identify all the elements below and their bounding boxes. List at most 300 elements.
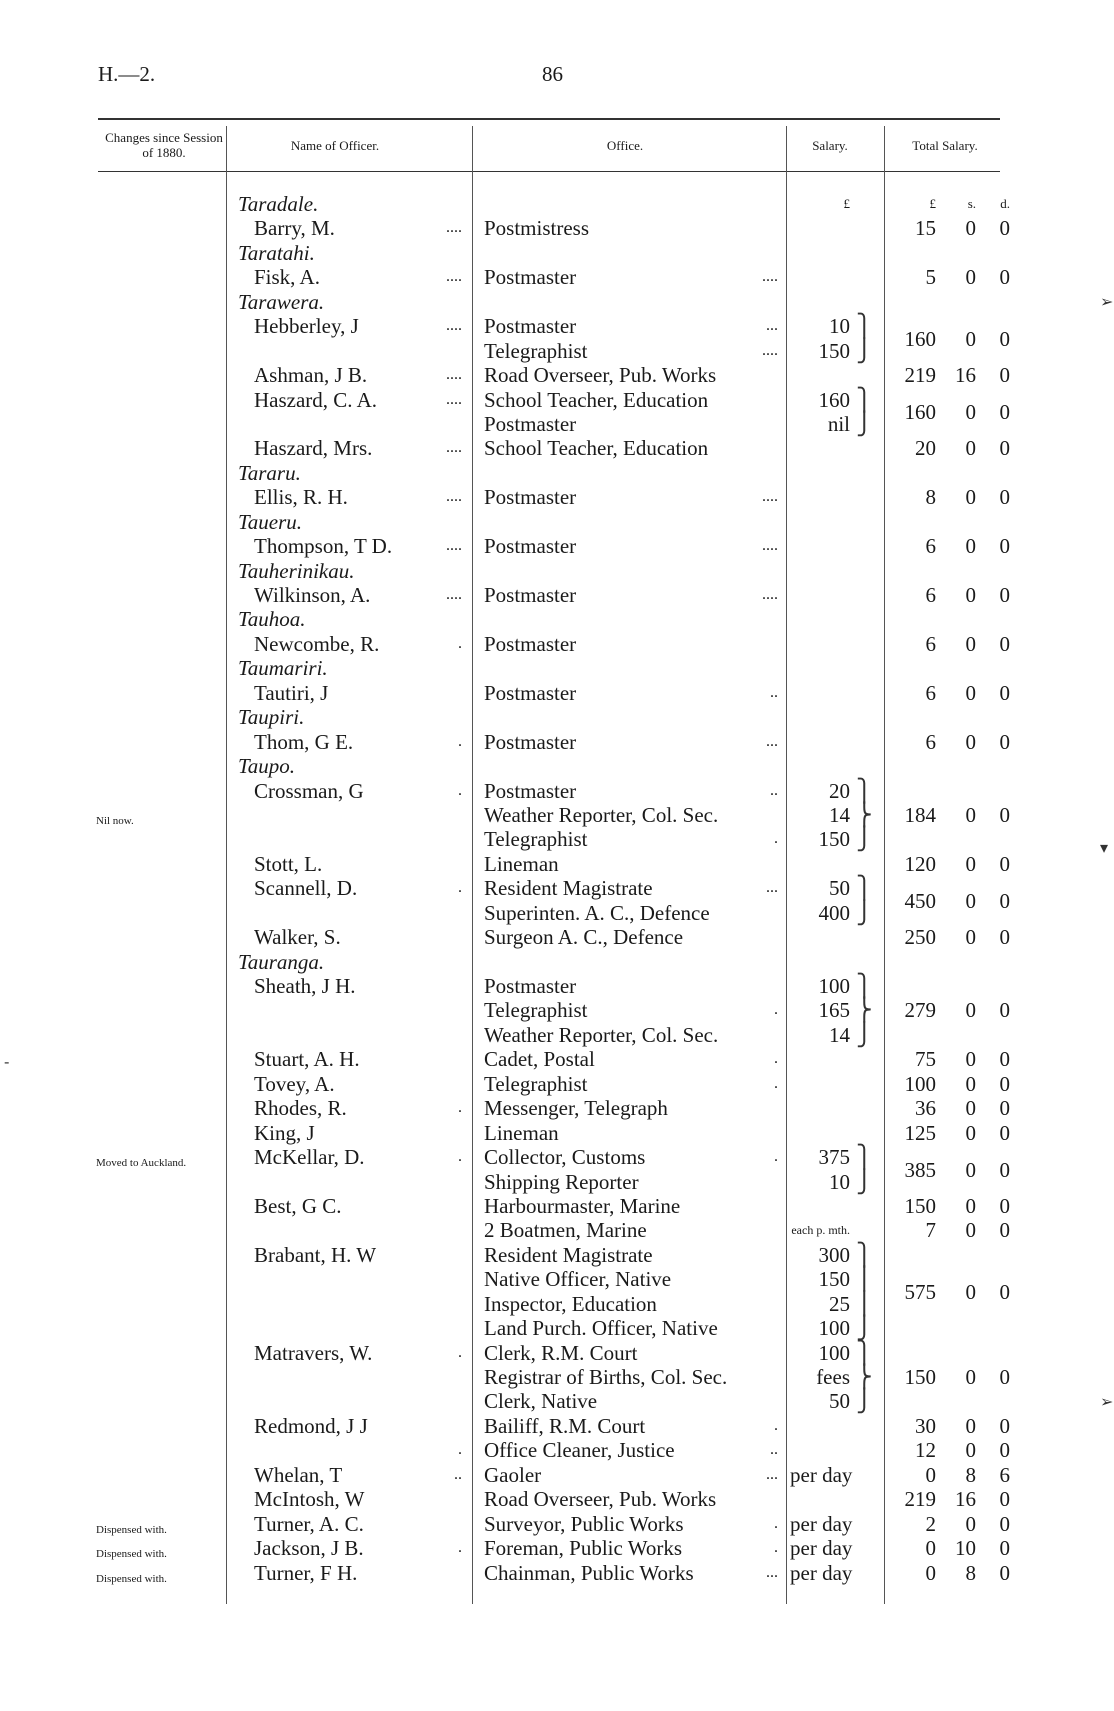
leader-dots: .... bbox=[762, 586, 778, 603]
total-pounds: 20 bbox=[915, 436, 936, 461]
table-row bbox=[0, 1072, 1114, 1096]
margin-mark: - bbox=[4, 1052, 10, 1071]
total-pence: 0 bbox=[999, 851, 1010, 876]
total-shillings: 0 bbox=[965, 436, 976, 461]
total-shillings: 0 bbox=[965, 802, 976, 827]
salary-value: nil bbox=[827, 411, 850, 436]
office-title: Surveyor, Public Works bbox=[484, 1511, 684, 1536]
leader-dots: . bbox=[774, 1539, 778, 1557]
pound-unit: £ bbox=[929, 196, 936, 211]
leader-dots: .... bbox=[446, 537, 462, 555]
leader-dots: .. bbox=[770, 683, 778, 701]
total-shillings: 0 bbox=[965, 1218, 976, 1243]
total-pounds: 0 bbox=[925, 1536, 936, 1561]
place-heading-row bbox=[0, 607, 1114, 631]
leader-dots: .... bbox=[446, 390, 462, 408]
officer-name: Matravers, W. bbox=[254, 1340, 373, 1365]
total-pounds: 125 bbox=[904, 1120, 936, 1145]
total-pounds: 219 bbox=[904, 1487, 936, 1512]
leader-dots: . bbox=[458, 1441, 462, 1459]
salary-value: per day bbox=[790, 1560, 853, 1585]
leader-dots: .... bbox=[762, 537, 778, 555]
officer-name: Scannell, D. bbox=[254, 876, 358, 901]
total-pounds: 30 bbox=[915, 1413, 936, 1438]
office-title: Foreman, Public Works bbox=[484, 1536, 682, 1561]
table-row bbox=[0, 998, 1114, 1022]
brace-mark: ⎫ bbox=[856, 777, 873, 803]
brace-mark: ⎭ bbox=[856, 1168, 873, 1194]
brace-mark: ⎭ bbox=[856, 1021, 873, 1047]
total-pence: 0 bbox=[999, 534, 1010, 559]
brace-mark: ⎭ bbox=[856, 337, 873, 363]
leader-dots: . bbox=[458, 1343, 462, 1361]
total-shillings: 0 bbox=[965, 631, 976, 656]
officer-name: Whelan, T bbox=[254, 1462, 343, 1487]
salary-value: 100 bbox=[818, 1340, 850, 1365]
total-pounds: 6 bbox=[925, 631, 936, 656]
total-shillings: 0 bbox=[965, 1193, 976, 1218]
brace-mark: ⎭ bbox=[856, 1388, 873, 1414]
table-row bbox=[0, 436, 1114, 460]
place-name: Tauranga. bbox=[238, 949, 325, 974]
total-shillings: 0 bbox=[965, 1120, 976, 1145]
total-pence: 0 bbox=[999, 1120, 1010, 1145]
officer-name: Haszard, Mrs. bbox=[254, 436, 373, 461]
leader-dots: . bbox=[774, 1074, 778, 1092]
total-pence: 0 bbox=[999, 1438, 1010, 1463]
officer-name: McIntosh, W bbox=[254, 1487, 365, 1512]
officer-name: Ellis, R. H. bbox=[254, 485, 348, 510]
salary-value: each p. mth. bbox=[791, 1223, 850, 1238]
office-title: Postmaster bbox=[484, 265, 577, 290]
office-title: Road Overseer, Pub. Works bbox=[484, 363, 717, 388]
salary-value: 50 bbox=[829, 1389, 850, 1414]
place-name: Taradale. bbox=[238, 192, 319, 216]
total-pence: 0 bbox=[999, 1218, 1010, 1243]
total-pence: 0 bbox=[999, 1279, 1010, 1304]
total-pence: 0 bbox=[999, 802, 1010, 827]
officer-name: Turner, A. C. bbox=[254, 1511, 364, 1536]
total-shillings: 0 bbox=[965, 399, 976, 424]
office-title: Clerk, R.M. Court bbox=[484, 1340, 638, 1365]
table-row bbox=[0, 485, 1114, 509]
office-title: Resident Magistrate bbox=[484, 876, 653, 901]
officer-name: Turner, F H. bbox=[254, 1560, 358, 1585]
table-row bbox=[0, 1316, 1114, 1340]
place-name: Taupo. bbox=[238, 754, 296, 779]
salary-value: 300 bbox=[818, 1242, 850, 1267]
salary-value: 20 bbox=[829, 778, 850, 803]
office-title: Resident Magistrate bbox=[484, 1242, 653, 1267]
table-row bbox=[0, 1121, 1114, 1145]
total-pounds: 250 bbox=[904, 925, 936, 950]
table-row bbox=[0, 1194, 1114, 1218]
leader-dots: .... bbox=[446, 488, 462, 506]
total-pounds: 219 bbox=[904, 363, 936, 388]
total-pence: 0 bbox=[999, 485, 1010, 510]
leader-dots: . bbox=[458, 732, 462, 750]
office-title: Registrar of Births, Col. Sec. bbox=[484, 1365, 728, 1389]
total-pounds: 6 bbox=[925, 534, 936, 559]
total-pence: 0 bbox=[999, 729, 1010, 754]
salary-value: 50 bbox=[829, 876, 850, 901]
officer-name: Stuart, A. H. bbox=[254, 1047, 360, 1072]
officer-name: Barry, M. bbox=[254, 216, 335, 241]
table-row bbox=[0, 1218, 1114, 1242]
place-name: Taratahi. bbox=[238, 240, 315, 265]
total-pounds: 5 bbox=[925, 265, 936, 290]
total-pence: 0 bbox=[999, 1047, 1010, 1072]
leader-dots: .. bbox=[770, 1441, 778, 1459]
place-name: Taumariri. bbox=[238, 656, 328, 681]
table-row bbox=[0, 827, 1114, 851]
office-title: Telegraphist bbox=[484, 998, 588, 1023]
total-shillings: 0 bbox=[965, 1438, 976, 1463]
total-shillings: 0 bbox=[965, 583, 976, 607]
place-heading-row bbox=[0, 290, 1114, 314]
place-heading-row bbox=[0, 656, 1114, 680]
office-title: Postmaster bbox=[484, 411, 577, 436]
officer-name: Crossman, G bbox=[254, 778, 364, 803]
total-pence: 0 bbox=[999, 1560, 1010, 1585]
salary-value: 14 bbox=[829, 1022, 850, 1047]
total-shillings: 0 bbox=[965, 851, 976, 876]
office-title: Bailiff, R.M. Court bbox=[484, 1413, 646, 1438]
total-shillings: 16 bbox=[955, 363, 976, 388]
officer-name: Thompson, T D. bbox=[254, 534, 393, 559]
total-pounds: 75 bbox=[915, 1047, 936, 1072]
table-row bbox=[0, 583, 1114, 607]
total-shillings: 0 bbox=[965, 925, 976, 950]
table-row bbox=[0, 534, 1114, 558]
salary-value: per day bbox=[790, 1462, 853, 1487]
office-title: Postmaster bbox=[484, 631, 577, 656]
col-office-header: Office. bbox=[606, 138, 644, 153]
table-row bbox=[0, 1536, 1114, 1560]
office-title: Postmaster bbox=[484, 729, 577, 754]
leader-dots: . bbox=[774, 830, 778, 848]
margin-mark: ▾ bbox=[1100, 838, 1109, 857]
total-shillings: 0 bbox=[965, 1096, 976, 1121]
table-row bbox=[0, 1389, 1114, 1413]
salary-value: 375 bbox=[818, 1145, 850, 1170]
brace-mark: ⎫ bbox=[856, 973, 873, 998]
officer-name: Wilkinson, A. bbox=[254, 583, 371, 607]
office-title: Telegraphist bbox=[484, 1071, 588, 1096]
leader-dots: .... bbox=[446, 366, 462, 384]
brace-mark: ⎫ bbox=[856, 313, 873, 339]
office-title: Postmaster bbox=[484, 485, 577, 510]
place-name: Tauhoa. bbox=[238, 607, 306, 632]
page-number: 86 bbox=[542, 62, 563, 86]
col-name-header: Name of Officer. bbox=[290, 138, 380, 153]
leader-dots: . bbox=[774, 1050, 778, 1068]
brace-mark: ⎫ bbox=[856, 1339, 873, 1365]
header-rule bbox=[98, 171, 1000, 172]
table-row bbox=[0, 363, 1114, 387]
brace-mark: ⎭ bbox=[856, 1315, 873, 1341]
office-title: Gaoler bbox=[484, 1462, 542, 1487]
total-pounds: 160 bbox=[904, 326, 936, 351]
total-shillings: 0 bbox=[965, 265, 976, 290]
officer-name: Walker, S. bbox=[254, 925, 341, 950]
table-row bbox=[0, 1414, 1114, 1438]
total-pounds: 279 bbox=[904, 998, 936, 1023]
total-pence: 0 bbox=[999, 1511, 1010, 1536]
total-pounds: 575 bbox=[904, 1279, 936, 1304]
col-total-header: Total Salary. bbox=[912, 138, 978, 153]
leader-dots: . bbox=[774, 1514, 778, 1532]
salary-value: 150 bbox=[818, 1267, 850, 1292]
leader-dots: ... bbox=[766, 1563, 778, 1581]
table-row bbox=[0, 779, 1114, 803]
col-salary-header: Salary. bbox=[812, 138, 848, 153]
pence-unit: d. bbox=[1000, 196, 1010, 211]
total-shillings: 0 bbox=[965, 1413, 976, 1438]
total-pounds: 8 bbox=[925, 485, 936, 510]
total-pence: 0 bbox=[999, 265, 1010, 290]
brace-mark: ⎫ bbox=[856, 1241, 873, 1267]
table-row bbox=[0, 925, 1114, 949]
leader-dots: .... bbox=[762, 341, 778, 359]
office-title: Weather Reporter, Col. Sec. bbox=[484, 1022, 719, 1047]
office-title: Chainman, Public Works bbox=[484, 1560, 694, 1585]
leader-dots: .... bbox=[446, 219, 462, 237]
table-row bbox=[0, 852, 1114, 876]
total-pounds: 100 bbox=[904, 1071, 936, 1096]
office-title: Land Purch. Officer, Native bbox=[484, 1316, 718, 1341]
office-title: Postmaster bbox=[484, 314, 577, 339]
total-pounds: 0 bbox=[925, 1462, 936, 1487]
total-shillings: 8 bbox=[965, 1560, 976, 1585]
salary-value: 150 bbox=[818, 827, 850, 852]
table-row bbox=[0, 1023, 1114, 1047]
office-title: Shipping Reporter bbox=[484, 1169, 639, 1194]
officer-name: Tovey, A. bbox=[254, 1071, 335, 1096]
place-heading-row bbox=[0, 705, 1114, 729]
place-heading-row bbox=[0, 559, 1114, 583]
officer-name: Stott, L. bbox=[254, 851, 323, 876]
leader-dots: . bbox=[458, 781, 462, 799]
total-pence: 0 bbox=[999, 925, 1010, 950]
salary-value: 14 bbox=[829, 802, 850, 827]
officer-name: Haszard, C. A. bbox=[254, 387, 378, 412]
leader-dots: ... bbox=[766, 317, 778, 335]
brace-mark: ⎬ bbox=[856, 801, 873, 827]
change-note: Moved to Auckland. bbox=[96, 1157, 187, 1170]
leader-dots: . bbox=[774, 1001, 778, 1019]
total-pence: 0 bbox=[999, 1365, 1010, 1389]
total-pounds: 450 bbox=[904, 888, 936, 913]
officer-name: Best, G C. bbox=[254, 1193, 342, 1218]
officer-name: Brabant, H. W bbox=[254, 1242, 377, 1267]
leader-dots: .... bbox=[762, 488, 778, 506]
leader-dots: . bbox=[458, 634, 462, 652]
total-shillings: 0 bbox=[965, 1365, 976, 1389]
officer-name: McKellar, D. bbox=[254, 1145, 365, 1170]
total-pence: 0 bbox=[999, 363, 1010, 388]
total-pounds: 6 bbox=[925, 680, 936, 705]
total-shillings: 0 bbox=[965, 485, 976, 510]
total-pence: 0 bbox=[999, 888, 1010, 913]
officer-name: Redmond, J J bbox=[254, 1413, 368, 1438]
col-changes-header: Changes since Session of 1880. bbox=[105, 130, 223, 160]
table-row bbox=[0, 216, 1114, 240]
total-pounds: 15 bbox=[915, 216, 936, 241]
total-pence: 0 bbox=[999, 680, 1010, 705]
table-row bbox=[0, 974, 1114, 998]
total-pence: 0 bbox=[999, 1487, 1010, 1512]
table-row bbox=[0, 1096, 1114, 1120]
table-row bbox=[0, 1365, 1114, 1389]
total-pence: 0 bbox=[999, 631, 1010, 656]
total-pounds: 2 bbox=[925, 1511, 936, 1536]
brace-mark: ⎬ bbox=[856, 1364, 873, 1389]
total-pounds: 6 bbox=[925, 729, 936, 754]
total-pounds: 385 bbox=[904, 1157, 936, 1182]
office-title: Lineman bbox=[484, 851, 559, 876]
table-row bbox=[0, 1561, 1114, 1585]
office-title: Clerk, Native bbox=[484, 1389, 598, 1414]
leader-dots: . bbox=[774, 1148, 778, 1166]
place-heading-row bbox=[0, 241, 1114, 265]
officer-name: Tautiri, J bbox=[254, 680, 329, 705]
officer-name: Thom, G E. bbox=[254, 729, 354, 754]
total-shillings: 8 bbox=[965, 1462, 976, 1487]
office-title: Postmistress bbox=[484, 216, 590, 241]
office-title: Surgeon A. C., Defence bbox=[484, 925, 684, 950]
leader-dots: .. bbox=[770, 781, 778, 799]
office-title: 2 Boatmen, Marine bbox=[484, 1218, 647, 1243]
place-name: Taupiri. bbox=[238, 705, 305, 730]
salary-value: fees bbox=[816, 1365, 850, 1389]
salary-table bbox=[0, 192, 1114, 1585]
office-title: Postmaster bbox=[484, 583, 577, 607]
total-pence: 0 bbox=[999, 326, 1010, 351]
total-pence: 0 bbox=[999, 1157, 1010, 1182]
total-pounds: 150 bbox=[904, 1365, 936, 1389]
office-title: Superinten. A. C., Defence bbox=[484, 900, 710, 925]
salary-value: 10 bbox=[829, 314, 850, 339]
office-title: Road Overseer, Pub. Works bbox=[484, 1487, 717, 1512]
place-heading-row bbox=[0, 510, 1114, 534]
salary-unit: £ bbox=[843, 196, 850, 211]
place-name: Taueru. bbox=[238, 509, 302, 534]
office-title: Native Officer, Native bbox=[484, 1267, 672, 1292]
brace-mark: ⎪ bbox=[856, 1290, 873, 1316]
total-pence: 0 bbox=[999, 436, 1010, 461]
office-title: Messenger, Telegraph bbox=[484, 1096, 668, 1121]
margin-mark: ➢ bbox=[1100, 292, 1114, 311]
total-pounds: 6 bbox=[925, 583, 936, 607]
office-title: Postmaster bbox=[484, 974, 577, 998]
salary-value: 165 bbox=[818, 998, 850, 1023]
total-pence: 0 bbox=[999, 583, 1010, 607]
total-shillings: 0 bbox=[965, 534, 976, 559]
brace-mark: ⎫ bbox=[856, 386, 873, 412]
salary-value: 25 bbox=[829, 1291, 850, 1316]
officer-name: King, J bbox=[254, 1120, 315, 1145]
place-name: Tauherinikau. bbox=[238, 558, 355, 583]
total-shillings: 0 bbox=[965, 729, 976, 754]
total-shillings: 0 bbox=[965, 1157, 976, 1182]
leader-dots: .... bbox=[446, 268, 462, 286]
office-title: Inspector, Education bbox=[484, 1291, 657, 1316]
change-note: Dispensed with. bbox=[96, 1523, 167, 1536]
salary-value: 150 bbox=[818, 338, 850, 363]
brace-mark: ⎪ bbox=[856, 1266, 873, 1292]
officer-name: Ashman, J B. bbox=[254, 363, 368, 388]
leader-dots: .... bbox=[446, 586, 462, 603]
office-title: Cadet, Postal bbox=[484, 1047, 595, 1072]
office-title: School Teacher, Education bbox=[484, 436, 709, 461]
total-pounds: 7 bbox=[925, 1218, 936, 1243]
total-pounds: 160 bbox=[904, 399, 936, 424]
top-rule bbox=[98, 118, 1000, 120]
leader-dots: ... bbox=[766, 732, 778, 750]
total-shillings: 0 bbox=[965, 998, 976, 1023]
table-row bbox=[0, 1438, 1114, 1462]
salary-value: per day bbox=[790, 1536, 853, 1561]
total-pounds: 12 bbox=[915, 1438, 936, 1463]
salary-value: 100 bbox=[818, 974, 850, 998]
margin-mark: ➢ bbox=[1100, 1392, 1114, 1411]
total-shillings: 0 bbox=[965, 680, 976, 705]
office-title: Telegraphist bbox=[484, 338, 588, 363]
office-title: Postmaster bbox=[484, 680, 577, 705]
office-title: Telegraphist bbox=[484, 827, 588, 852]
total-pence: 0 bbox=[999, 1413, 1010, 1438]
total-pounds: 36 bbox=[915, 1096, 936, 1121]
total-pence: 0 bbox=[999, 399, 1010, 424]
brace-mark: ⎭ bbox=[856, 826, 873, 852]
table-row bbox=[0, 803, 1114, 827]
place-heading-row bbox=[0, 754, 1114, 778]
place-name: Tararu. bbox=[238, 460, 301, 485]
officer-name: Sheath, J H. bbox=[254, 974, 356, 998]
office-title: Harbourmaster, Marine bbox=[484, 1193, 681, 1218]
total-shillings: 0 bbox=[965, 216, 976, 241]
total-shillings: 0 bbox=[965, 1071, 976, 1096]
officer-name: Jackson, J B. bbox=[254, 1536, 364, 1561]
leader-dots: ... bbox=[766, 879, 778, 897]
change-note: Nil now. bbox=[96, 814, 134, 827]
total-pounds: 120 bbox=[904, 851, 936, 876]
leader-dots: .... bbox=[446, 439, 462, 457]
officer-name: Hebberley, J bbox=[254, 314, 359, 339]
total-shillings: 0 bbox=[965, 888, 976, 913]
change-note: Dispensed with. bbox=[96, 1572, 167, 1585]
brace-mark: ⎬ bbox=[856, 997, 873, 1023]
salary-value: 160 bbox=[818, 387, 850, 412]
total-shillings: 0 bbox=[965, 1279, 976, 1304]
brace-mark: ⎭ bbox=[856, 899, 873, 925]
table-row bbox=[0, 1487, 1114, 1511]
leader-dots: .... bbox=[762, 268, 778, 286]
officer-name: Rhodes, R. bbox=[254, 1096, 347, 1121]
total-pounds: 184 bbox=[904, 802, 936, 827]
table-row bbox=[0, 632, 1114, 656]
total-pounds: 150 bbox=[904, 1193, 936, 1218]
leader-dots: . bbox=[458, 1148, 462, 1166]
table-row bbox=[0, 1512, 1114, 1536]
office-title: Postmaster bbox=[484, 534, 577, 559]
table-row bbox=[0, 730, 1114, 754]
change-note: Dispensed with. bbox=[96, 1548, 167, 1561]
total-pence: 0 bbox=[999, 1193, 1010, 1218]
leader-dots: ... bbox=[766, 1465, 778, 1483]
total-shillings: 0 bbox=[965, 1047, 976, 1072]
